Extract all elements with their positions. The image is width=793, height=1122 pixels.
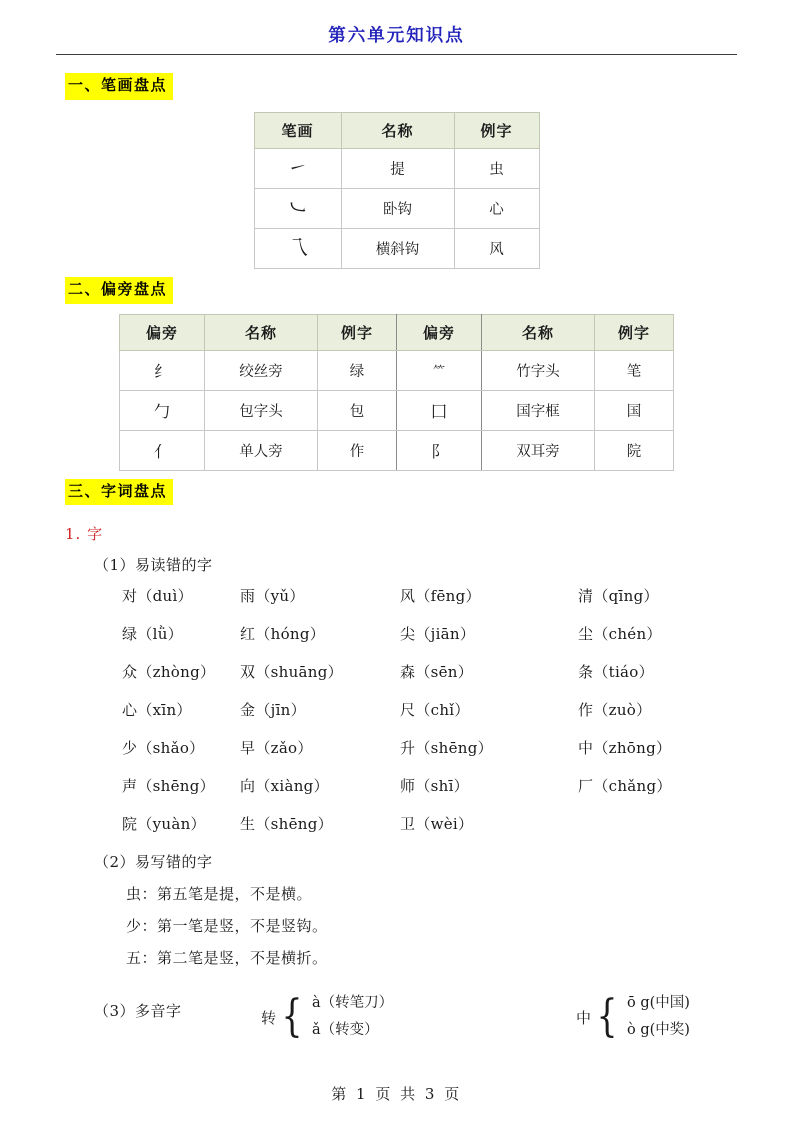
cell-name-left: 绞丝旁 bbox=[205, 350, 318, 390]
cell-example-left: 包 bbox=[318, 390, 397, 430]
cell-name-right: 双耳旁 bbox=[482, 430, 595, 470]
brace-icon: { bbox=[281, 991, 303, 1043]
pinyin-item bbox=[578, 699, 738, 720]
col-header-example: 例字 bbox=[454, 112, 539, 148]
pinyin-item bbox=[400, 661, 578, 682]
pinyin-reading: （fēng） bbox=[415, 587, 481, 606]
stroke-table bbox=[254, 112, 540, 269]
pinyin-char: 对 bbox=[122, 587, 138, 606]
pinyin-reading: （chén） bbox=[593, 625, 662, 644]
table-row bbox=[120, 430, 674, 470]
pinyin-char: 卫 bbox=[400, 815, 416, 834]
pinyin-item bbox=[240, 661, 400, 682]
pinyin-reading: （zuò） bbox=[593, 701, 652, 720]
cell-stroke-example: 风 bbox=[454, 228, 539, 268]
pinyin-item bbox=[240, 585, 400, 606]
table-row bbox=[254, 148, 539, 188]
pinyin-row bbox=[122, 661, 742, 682]
pinyin-item bbox=[578, 737, 738, 758]
pinyin-char: 金 bbox=[240, 701, 256, 720]
radical-glyph: 阝 bbox=[430, 441, 447, 461]
pinyin-char: 早 bbox=[240, 739, 256, 758]
pinyin-reading: （shēng） bbox=[255, 815, 333, 834]
pinyin-reading: （sēn） bbox=[415, 663, 474, 682]
stroke-note: 虫：第五笔是提，不是横。 bbox=[126, 885, 313, 904]
col-header-example-right: 例字 bbox=[595, 314, 674, 350]
col-header-radical-right: 偏旁 bbox=[397, 314, 482, 350]
subsection-zi: 1. 字 bbox=[65, 525, 104, 544]
pinyin-char: 尖 bbox=[400, 625, 416, 644]
radical-glyph: ⺮ bbox=[432, 363, 446, 378]
pinyin-char: 红 bbox=[240, 625, 256, 644]
stroke-glyph: 乁 bbox=[287, 235, 308, 260]
cell-radical-right bbox=[397, 350, 482, 390]
pinyin-char: 中 bbox=[578, 739, 594, 758]
col-header-name-right: 名称 bbox=[482, 314, 595, 350]
cell-stroke-name: 横斜钩 bbox=[341, 228, 454, 268]
pinyin-item bbox=[400, 775, 578, 796]
polyphone-section bbox=[56, 990, 737, 1052]
polyphone-reading: à（转笔刀） bbox=[312, 995, 394, 1012]
col-header-example-left: 例字 bbox=[318, 314, 397, 350]
pinyin-reading: （chǎng） bbox=[593, 777, 672, 796]
pinyin-item bbox=[400, 699, 578, 720]
pinyin-char: 厂 bbox=[578, 777, 594, 796]
cell-example-right: 院 bbox=[595, 430, 674, 470]
stroke-table-wrapper bbox=[56, 112, 737, 269]
col-header-stroke: 笔画 bbox=[254, 112, 341, 148]
cell-stroke-example: 虫 bbox=[454, 148, 539, 188]
pinyin-reading: （xīn） bbox=[137, 701, 192, 720]
col-header-name-left: 名称 bbox=[205, 314, 318, 350]
pinyin-reading: （xiàng） bbox=[255, 777, 329, 796]
section-heading-zici: 三、字词盘点 bbox=[65, 479, 173, 506]
cell-example-right: 国 bbox=[595, 390, 674, 430]
table-header-row bbox=[254, 112, 539, 148]
pinyin-item bbox=[122, 623, 240, 644]
pinyin-char: 向 bbox=[240, 777, 256, 796]
pinyin-reading: （shuāng） bbox=[255, 663, 343, 682]
polyphone-readings bbox=[312, 990, 393, 1044]
pinyin-row bbox=[122, 737, 742, 758]
cell-stroke-name: 卧钩 bbox=[341, 188, 454, 228]
pinyin-char: 师 bbox=[400, 777, 416, 796]
cell-name-left: 单人旁 bbox=[205, 430, 318, 470]
pinyin-reading: （tiáo） bbox=[593, 663, 654, 682]
pinyin-item bbox=[240, 737, 400, 758]
radical-glyph: 勹 bbox=[153, 401, 170, 421]
title-divider bbox=[56, 54, 737, 55]
pinyin-row bbox=[122, 623, 742, 644]
pinyin-item bbox=[122, 737, 240, 758]
pinyin-char: 心 bbox=[122, 701, 138, 720]
pinyin-list bbox=[122, 585, 742, 834]
stroke-glyph: ㇀ bbox=[287, 155, 308, 180]
subsection-label-yixiecuo: （2）易写错的字 bbox=[94, 853, 213, 872]
cell-stroke bbox=[254, 148, 341, 188]
pinyin-char: 升 bbox=[400, 739, 416, 758]
pinyin-char: 院 bbox=[122, 815, 138, 834]
pinyin-char: 清 bbox=[578, 587, 594, 606]
stroke-note: 五：第二笔是竖，不是横折。 bbox=[126, 949, 328, 968]
cell-radical-left bbox=[120, 390, 205, 430]
pinyin-char: 生 bbox=[240, 815, 256, 834]
pinyin-char: 风 bbox=[400, 587, 416, 606]
pinyin-char: 尺 bbox=[400, 701, 416, 720]
stroke-glyph: ㇃ bbox=[287, 195, 308, 220]
cell-radical-right bbox=[397, 390, 482, 430]
cell-example-left: 作 bbox=[318, 430, 397, 470]
pinyin-reading: （lǜ） bbox=[137, 625, 183, 644]
table-row bbox=[254, 228, 539, 268]
polyphone-group bbox=[576, 990, 690, 1044]
pinyin-item bbox=[240, 813, 400, 834]
pinyin-reading: （shǎo） bbox=[137, 739, 205, 758]
pinyin-reading: （jiān） bbox=[415, 625, 476, 644]
pinyin-reading: （wèi） bbox=[415, 815, 474, 834]
cell-stroke-name: 提 bbox=[341, 148, 454, 188]
cell-radical-right bbox=[397, 430, 482, 470]
cell-example-left: 绿 bbox=[318, 350, 397, 390]
pinyin-item bbox=[578, 585, 738, 606]
polyphone-readings bbox=[627, 990, 690, 1044]
pinyin-item bbox=[122, 775, 240, 796]
stroke-note: 少：第一笔是竖，不是竖钩。 bbox=[126, 917, 328, 936]
cell-radical-left bbox=[120, 350, 205, 390]
pinyin-item bbox=[578, 813, 738, 834]
pinyin-item bbox=[122, 699, 240, 720]
cell-stroke bbox=[254, 228, 341, 268]
pinyin-reading: （zǎo） bbox=[255, 739, 313, 758]
pinyin-reading: （shī） bbox=[415, 777, 469, 796]
pinyin-char: 作 bbox=[578, 701, 594, 720]
cell-name-right: 竹字头 bbox=[482, 350, 595, 390]
brace-icon: { bbox=[596, 991, 618, 1043]
pinyin-char: 条 bbox=[578, 663, 594, 682]
polyphone-char: 中 bbox=[576, 1008, 592, 1027]
pinyin-char: 绿 bbox=[122, 625, 138, 644]
pinyin-char: 少 bbox=[122, 739, 138, 758]
radical-glyph: 纟 bbox=[153, 361, 170, 381]
polyphone-reading: ō g(中国) bbox=[627, 995, 690, 1012]
pinyin-reading: （qīng） bbox=[593, 587, 659, 606]
pinyin-char: 尘 bbox=[578, 625, 594, 644]
cell-name-right: 国字框 bbox=[482, 390, 595, 430]
table-row bbox=[120, 390, 674, 430]
pinyin-item bbox=[400, 585, 578, 606]
pinyin-item bbox=[400, 813, 578, 834]
radical-glyph: 亻 bbox=[153, 441, 170, 461]
pinyin-item bbox=[240, 699, 400, 720]
polyphone-reading: ò g(中奖) bbox=[627, 1022, 690, 1039]
cell-stroke bbox=[254, 188, 341, 228]
section-heading-pianpang: 二、偏旁盘点 bbox=[65, 277, 173, 304]
polyphone-char: 转 bbox=[261, 1008, 277, 1027]
page-footer: 第 1 页 共 3 页 bbox=[331, 1085, 462, 1103]
pinyin-reading: （yǔ） bbox=[255, 587, 305, 606]
pinyin-char: 双 bbox=[240, 663, 256, 682]
pinyin-item bbox=[578, 775, 738, 796]
pinyin-item bbox=[578, 623, 738, 644]
pinyin-row bbox=[122, 775, 742, 796]
pinyin-reading: （zhōng） bbox=[593, 739, 672, 758]
pinyin-item bbox=[122, 813, 240, 834]
pinyin-item bbox=[240, 623, 400, 644]
pinyin-reading: （yuàn） bbox=[137, 815, 206, 834]
pinyin-row bbox=[122, 699, 742, 720]
table-header-row bbox=[120, 314, 674, 350]
page-title: 第六单元知识点 bbox=[328, 26, 465, 46]
radical-table-wrapper bbox=[56, 314, 737, 471]
polyphone-reading: ǎ（转变） bbox=[312, 1022, 379, 1039]
pinyin-row bbox=[122, 813, 742, 834]
pinyin-row bbox=[122, 585, 742, 606]
pinyin-reading: （jīn） bbox=[255, 701, 306, 720]
pinyin-char: 众 bbox=[122, 663, 138, 682]
col-header-radical-left: 偏旁 bbox=[120, 314, 205, 350]
col-header-name: 名称 bbox=[341, 112, 454, 148]
section-heading-bihua: 一、笔画盘点 bbox=[65, 73, 173, 100]
cell-radical-left bbox=[120, 430, 205, 470]
radical-table bbox=[119, 314, 674, 471]
pinyin-char: 声 bbox=[122, 777, 138, 796]
pinyin-item bbox=[400, 737, 578, 758]
pinyin-item bbox=[400, 623, 578, 644]
pinyin-reading: （chǐ） bbox=[415, 701, 470, 720]
pinyin-char: 森 bbox=[400, 663, 416, 682]
pinyin-reading: （shēng） bbox=[137, 777, 215, 796]
cell-stroke-example: 心 bbox=[454, 188, 539, 228]
pinyin-char: 雨 bbox=[240, 587, 256, 606]
subsection-label-duoyinzi: （3）多音字 bbox=[94, 1002, 182, 1021]
pinyin-reading: （shēng） bbox=[415, 739, 493, 758]
pinyin-item bbox=[578, 661, 738, 682]
pinyin-reading: （zhòng） bbox=[137, 663, 216, 682]
polyphone-group bbox=[261, 990, 393, 1044]
table-row bbox=[254, 188, 539, 228]
subsection-label-yiducuo: （1）易读错的字 bbox=[94, 556, 213, 575]
table-row bbox=[120, 350, 674, 390]
pinyin-reading: （duì） bbox=[137, 587, 193, 606]
cell-name-left: 包字头 bbox=[205, 390, 318, 430]
pinyin-item bbox=[122, 661, 240, 682]
pinyin-item bbox=[122, 585, 240, 606]
radical-glyph: 囗 bbox=[430, 401, 447, 421]
pinyin-item bbox=[240, 775, 400, 796]
pinyin-reading: （hóng） bbox=[255, 625, 326, 644]
cell-example-right: 笔 bbox=[595, 350, 674, 390]
